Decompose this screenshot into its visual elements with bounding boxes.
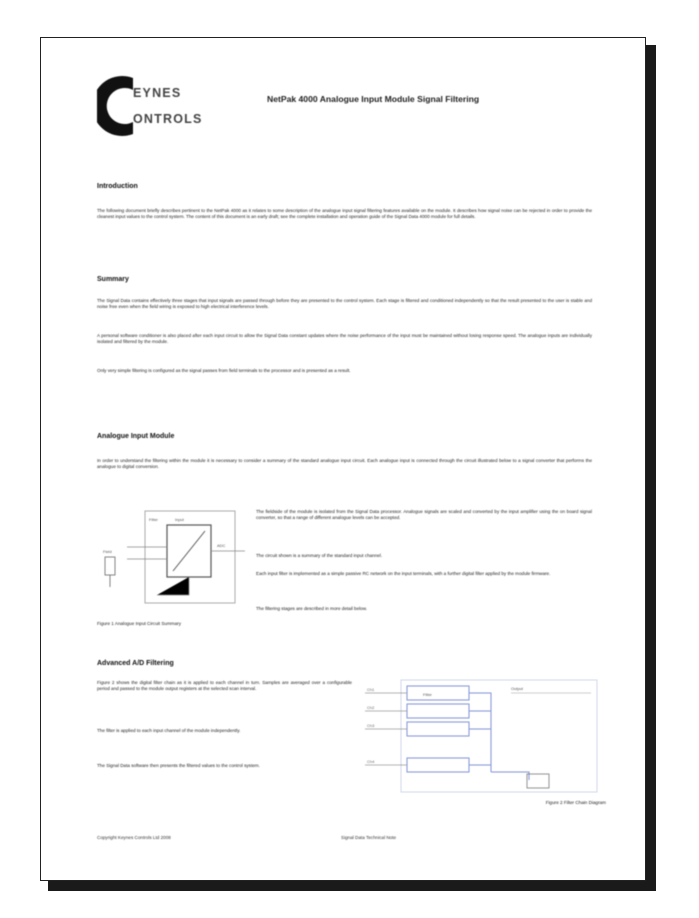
figure-1-label-adc: ADC [217,543,226,548]
document-page [40,37,646,881]
heading-summary: Summary [97,276,129,283]
heading-introduction: Introduction [97,183,138,190]
figure-1-circuit-diagram [97,503,247,613]
heading-filtering: Advanced A/D Filtering [97,660,174,667]
figure-1-label-input: Input [175,517,184,522]
analogue-body: In order to understand the filtering within the module it is necessary to consider a summary of the standard analogue input circuit. Each analogue input is connected through the circuit illustrated below to a signal converter that performs the analogue to digital conversion. [97,458,592,470]
analogue-right-3: Each input filter is implemented as a simple passive RC network on the input terminals, with a further digital filter applied by the module firmware. [256,571,551,576]
logo-line-2: ONTROLS [133,112,203,126]
summary-body-2: A personal software conditioner is also placed after each input circuit to allow the Signal Data constant updates where the noise performance of the input must be maintained without losing response speed. The analogue inputs are individually isolated and filtered by the module. [97,333,592,345]
figure-2-output-label: Output [511,686,524,691]
figure-1-label-filter: Filter [149,517,158,522]
filtering-body-3: The Signal Data software then presents the filtered values to the control system. [97,763,260,768]
analogue-right-4: The filtering stages are described in more detail below. [256,606,368,611]
filtering-body-1: Figure 2 shows the digital filter chain as it is applied to each channel in turn. Samples are averaged over a configurable period and passed to the module output registers at the selected scan interval. [97,680,352,692]
logo-swoosh-icon [97,72,247,140]
figure-2-filter-chain-diagram [361,676,601,796]
figure-2-row-2: Ch2 [367,705,375,710]
page-content [41,38,645,880]
figure-2-block-label: Filter [423,692,432,697]
heading-analogue-input: Analogue Input Module [97,433,175,440]
footer-doc-name: Signal Data Technical Note [341,835,397,840]
summary-body-1: The Signal Data contains effectively three stages that input signals are passed through before they are presented to the control system. Each stage is filtered and conditioned independently so that the result presented to the user is stable and noise free even when the field wiring is exposed to high electrical interference levels. [97,298,592,310]
footer-copyright: Copyright Keynes Controls Ltd 2008 [97,835,171,840]
analogue-right-2: The circuit shown is a summary of the standard input channel. [256,553,383,558]
figure-2-row-3: Ch3 [367,723,375,728]
filtering-body-2: The filter is applied to each input channel of the module independently. [97,728,241,733]
figure-2-caption: Figure 2 Filter Chain Diagram [545,800,606,805]
figure-2-row-4: Ch4 [367,759,375,764]
company-logo [97,72,247,140]
summary-body-3: Only very simple filtering is configured as the signal passes from field terminals to the processor and is presented as a result. [97,368,351,373]
analogue-right-1: The fieldside of the module is isolated from the Signal Data processor. Analogue signals are scaled and converted by the input amplifier using the on board signal converter, so that a range of different analogue levels can be accepted. [256,509,592,521]
logo-line-1: EYNES [133,86,182,100]
introduction-body: The following document briefly describes pertinent to the NetPak 4000 as it relates to some description of the analogue input signal filtering features available on the module. It describes how signal noise can be rejected in order to provide the cleanest input values to the control system. The content of this document is an early draft; see the complete installation and operation guide of the Signal Data 4000 module for full details. [97,208,592,220]
figure-2-row-1: Ch1 [367,687,375,692]
document-title: NetPak 4000 Analogue Input Module Signal Filtering [267,94,480,104]
figure-1-caption: Figure 1 Analogue Input Circuit Summary [97,621,182,626]
figure-1-label-field: Field [103,549,112,554]
